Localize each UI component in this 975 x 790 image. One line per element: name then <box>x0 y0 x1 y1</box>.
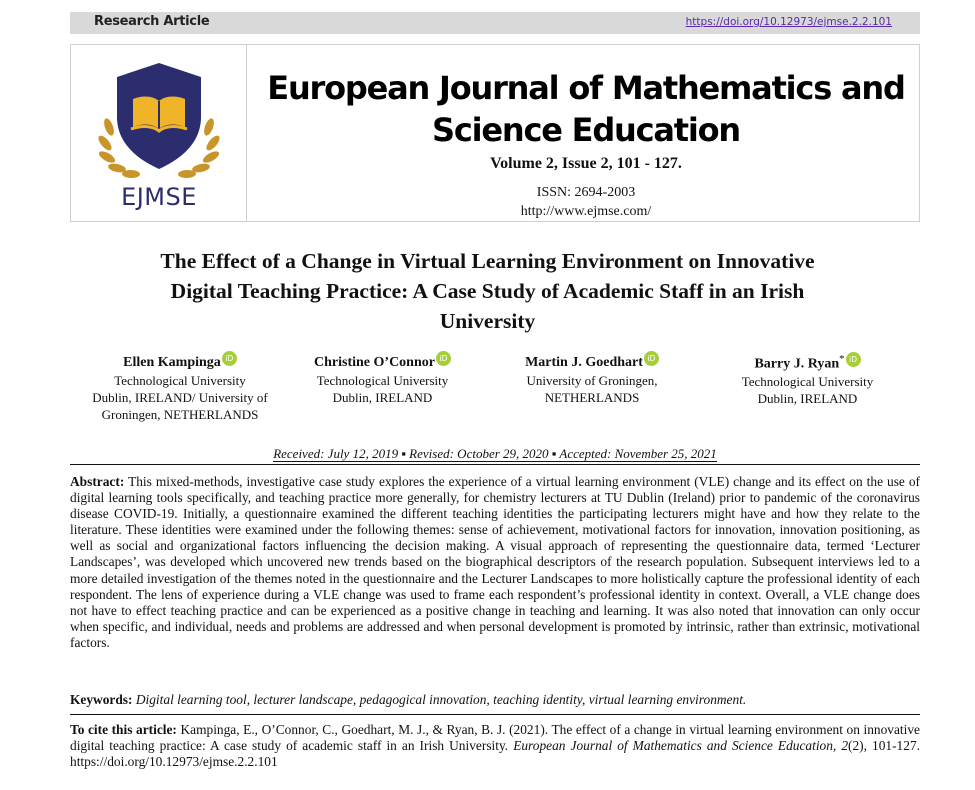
author-affiliation <box>285 372 480 406</box>
journal-title <box>261 67 911 151</box>
journal-issue: Volume 2, Issue 2, 101 - 127. <box>490 155 682 172</box>
affiliation-line: Technological University <box>741 374 874 390</box>
author-affiliation <box>492 372 692 406</box>
author-block <box>80 351 280 423</box>
orcid-icon[interactable]: iD <box>222 351 237 366</box>
author-affiliation <box>710 373 905 407</box>
journal-header <box>70 44 920 222</box>
affiliation-line: Technological University <box>114 373 246 388</box>
keywords-label: Keywords: <box>70 692 133 707</box>
author-name: Barry J. Ryan <box>754 356 840 372</box>
top-bar <box>70 12 920 34</box>
dates-text: Received: July 12, 2019 ▪ Revised: October 29, 2020 ▪ Accepted: November 25, 2021 <box>273 446 717 461</box>
dates-line <box>70 446 920 462</box>
orcid-icon[interactable]: iD <box>846 352 861 367</box>
keywords-text: Digital learning tool, lecturer landscape, pedagogical innovation, teaching identity, virtual learning environment. <box>135 692 747 707</box>
citation-journal: European Journal of Mathematics and Science Education, 2 <box>513 738 849 753</box>
citation-issue: (2), 101-127. https://doi.org/10.12973/ejmse.2.2.101 <box>70 738 920 769</box>
paper-title-line1: The Effect of a Change in Virtual Learning Environment on Innovative <box>160 249 815 273</box>
journal-title-line1: European Journal of Mathematics and <box>267 69 905 107</box>
citation-label: To cite this article: <box>70 722 177 737</box>
affiliation-line: Dublin, IRELAND <box>332 390 433 405</box>
orcid-icon[interactable]: iD <box>436 351 451 366</box>
journal-url[interactable]: http://www.ejmse.com/ <box>520 204 652 219</box>
author-block <box>285 351 480 406</box>
abstract-text: This mixed-methods, investigative case study explores the experience of a virtual learning environment (VLE) change and its effect on the use of digital learning tools specifically, and teaching practice more generally, for chemistry lecturers at TU Dublin (Ireland) prior to pandemic of the coronavirus disease COVID-19. Initially, a questionnaire examined the different teaching identities the participating lecturers might have and how they relate to the literature. These identities were examined under the following themes: sense of achievement, motivational factors for innovation, innovation positioning, as well as social and organizational factors influencing the decision making. A visual approach of representing the questionnaire data, termed ‘Lecturer Landscapes’, was developed which uncovered new trends based on the biographical descriptors of the research population. Subsequent interviews led to a more detailed investigation of the themes noted in the questionnaire and the Lecturer Landscapes to more holistically capture the professional identity of each respondent. The lens of experience during a VLE change was used to frame each respondent’s professional identity in context. Overall, a VLE change does not have to effect teaching practice and can be experienced as a positive change in teaching and learning. It was also noted that innovation can only occur when specific, and individual, needs and problems are addressed and when personal development is promoted by intrinsic, rather than extrinsic, motivational factors. <box>70 474 921 650</box>
journal-title-line2: Science Education <box>431 111 741 149</box>
citation <box>70 722 920 770</box>
doi-link[interactable]: https://doi.org/10.12973/ejmse.2.2.101 <box>685 16 892 28</box>
keywords <box>70 692 920 708</box>
logo-wordmark: EJMSE <box>121 183 197 211</box>
article-type-label: Research Article <box>94 14 210 29</box>
affiliation-line: Groningen, NETHERLANDS <box>101 407 259 422</box>
abstract-label: Abstract: <box>70 474 125 489</box>
journal-logo <box>71 45 247 221</box>
journal-issn: ISSN: 2694-2003 <box>536 185 636 200</box>
affiliation-line: University of Groningen, <box>526 373 658 388</box>
paper-title-line3: University <box>439 309 536 333</box>
abstract <box>70 474 920 651</box>
affiliation-line: Technological University <box>316 373 449 388</box>
author-affiliation <box>80 372 280 423</box>
paper-title <box>80 246 895 336</box>
author-block <box>710 351 905 407</box>
affiliation-line: Dublin, IRELAND <box>757 391 858 407</box>
orcid-icon[interactable]: iD <box>644 351 659 366</box>
divider <box>70 464 920 465</box>
author-name: Ellen Kampinga <box>123 355 221 370</box>
affiliation-line: Dublin, IRELAND/ University of <box>92 390 268 405</box>
author-name: Martin J. Goedhart <box>525 355 643 370</box>
paper-title-line2: Digital Teaching Practice: A Case Study of Academic Staff in an Irish <box>170 279 805 303</box>
citation-text: Kampinga, E., O’Connor, C., Goedhart, M. J., & Ryan, B. J. (2021). The effect of a change in virtual learning environment on innovative digital teaching practice: A case study of academic staff in an Irish University. <box>70 722 920 753</box>
divider <box>70 714 920 715</box>
author-block <box>492 351 692 406</box>
affiliation-line: NETHERLANDS <box>544 390 640 405</box>
author-name: Christine O’Connor <box>314 355 435 370</box>
shield-book-logo-icon <box>83 59 235 185</box>
corresponding-marker: * <box>839 353 845 365</box>
